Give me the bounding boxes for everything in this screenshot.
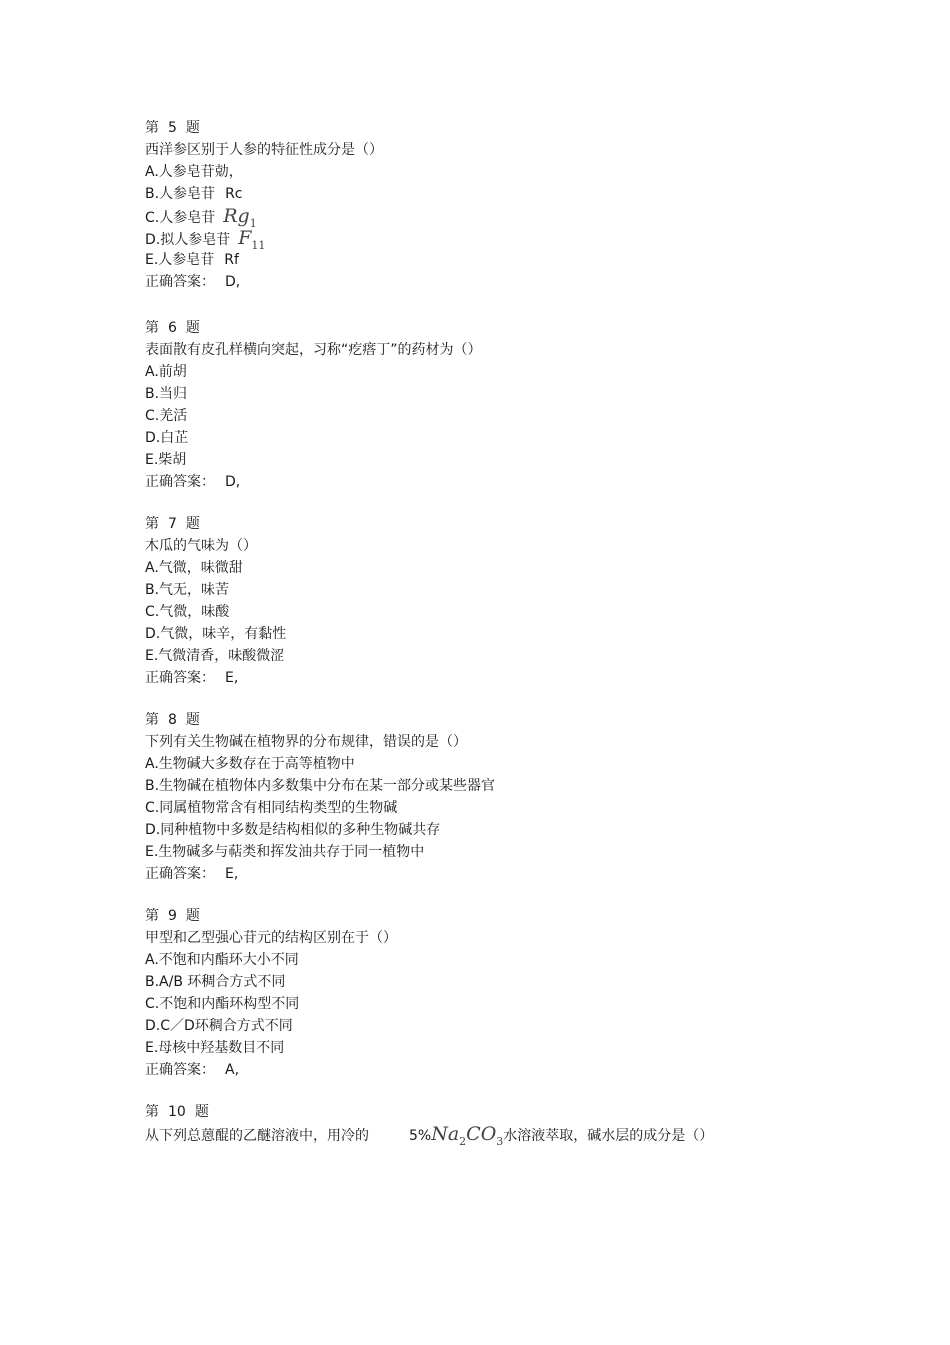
- question-9: [145, 905, 397, 1081]
- answer: 正确答案： A,: [145, 1062, 240, 1078]
- question-8: [145, 709, 495, 885]
- question-number: [145, 117, 383, 139]
- option-b: B.A/B 环稠合方式不同: [145, 974, 286, 990]
- number-prefix: 第: [145, 120, 159, 136]
- option-a: A.前胡: [145, 364, 187, 380]
- option-b: B.当归: [145, 386, 188, 402]
- option-c: C.同属植物常含有相同结构类型的生物碱: [145, 800, 398, 816]
- question-number: 第 9 题: [145, 908, 200, 924]
- answer: 正确答案： D,: [145, 274, 241, 290]
- question-stem: 下列有关生物碱在植物界的分布规律，错误的是（）: [145, 734, 467, 750]
- option-b: B.人参皂苷 Rc: [145, 186, 243, 202]
- question-number: 第 6 题: [145, 320, 200, 336]
- option-e: E.生物碱多与萜类和挥发油共存于同一植物中: [145, 844, 425, 860]
- question-number: 第 10 题: [145, 1104, 209, 1120]
- option-c: C.不饱和内酯环构型不同: [145, 996, 300, 1012]
- option-a: A.人参皂苷勀，: [145, 164, 243, 180]
- question-stem: 表面散有皮孔样横向突起，习称“疙瘩丁”的药材为（）: [145, 342, 482, 358]
- question-stem: 甲型和乙型强心苷元的结构区别在于（）: [145, 930, 397, 946]
- option-b: B.气无，味苦: [145, 582, 230, 598]
- option-a: A.生物碱大多数存在于高等植物中: [145, 756, 355, 772]
- option-d: D.白芷: [145, 430, 189, 446]
- option-e: E.柴胡: [145, 452, 187, 468]
- question-5: [145, 117, 383, 293]
- option-c: C.气微，味酸: [145, 604, 230, 620]
- answer: 正确答案： D,: [145, 474, 241, 490]
- number-value: 5: [168, 120, 177, 136]
- question-10: [145, 1101, 714, 1148]
- question-stem: 从下列总蒽醌的乙醚溶液中，用冷的 $5\%Na_2CO_3$水溶液萃取，碱水层的成分是（）: [145, 1123, 714, 1148]
- option-c: C.人参皂苷 $Rg_1$: [145, 205, 257, 230]
- question-stem: 西洋参区别于人参的特征性成分是（）: [145, 142, 383, 158]
- option-e: E.母核中羟基数目不同: [145, 1040, 285, 1056]
- question-number: 第 8 题: [145, 712, 200, 728]
- formula: $Na_2CO_3$: [431, 1123, 504, 1148]
- option-e: E.气微清香，味酸微涩: [145, 648, 285, 664]
- option-e: E.人参皂苷 Rf: [145, 252, 239, 268]
- question-number: 第 7 题: [145, 516, 200, 532]
- question-stem: 木瓜的气味为（）: [145, 538, 257, 554]
- number-suffix: 题: [185, 120, 200, 136]
- formula: $Rg_1$: [223, 205, 257, 230]
- option-d: D.拟人参皂苷 $F_{11}$: [145, 227, 266, 252]
- answer: 正确答案： E,: [145, 866, 239, 882]
- option-b: B.生物碱在植物体内多数集中分布在某一部分或某些器官: [145, 778, 496, 794]
- option-d: D.气微，味辛，有黏性: [145, 626, 287, 642]
- option-a: A.气微，味微甜: [145, 560, 243, 576]
- question-6: [145, 317, 482, 493]
- option-d: D.同种植物中多数是结构相似的多种生物碱共存: [145, 822, 441, 838]
- option-d: D.C／D环稠合方式不同: [145, 1018, 293, 1034]
- formula: $F_{11}$: [238, 227, 266, 252]
- answer: 正确答案： E,: [145, 670, 239, 686]
- option-c: C.羌活: [145, 408, 188, 424]
- option-a: A.不饱和内酯环大小不同: [145, 952, 299, 968]
- question-7: [145, 513, 286, 689]
